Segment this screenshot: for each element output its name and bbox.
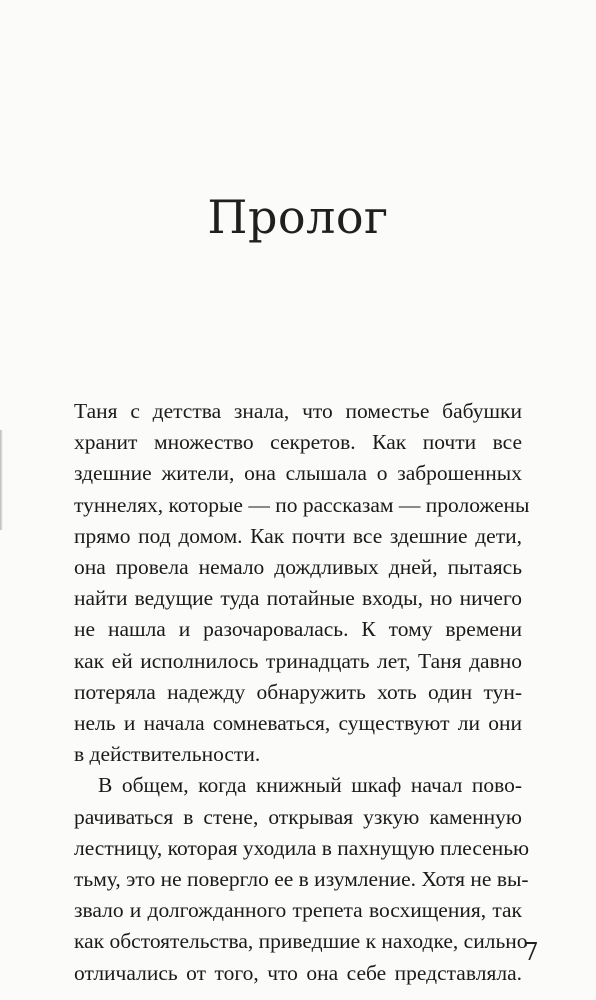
text-line: не нашла и разочаровалась. К тому времени [74,617,522,642]
text-line: нель и начала сомневаться, существуют ли они [74,711,522,736]
body-text [74,396,530,989]
text-line: рачиваться в стене, открывая узкую каменную [74,804,522,829]
chapter-title: Пролог [207,190,389,244]
text-line: В общем, когда книжный шкаф начал пово- [98,773,522,798]
text-line: отличались от того, что она себе представляла. [74,960,522,985]
text-line: как обстоятельства, приведшие к находке, сильно [74,929,528,954]
text-line: тьму, это не повергло ее в изумление. Хотя не вы- [74,867,529,892]
text-line: лестницу, которая уходила в пахнущую плесенью [74,835,530,860]
text-line: хранит множество секретов. Как почти все [74,430,522,455]
text-line: звало и долгожданного трепета восхищения, так [74,898,522,923]
binding-shadow [0,430,3,530]
text-line: как ей исполнилось тринадцать лет, Таня давно [74,648,522,673]
text-line: здешние жители, она слышала о заброшенных [74,461,522,486]
text-line: в действительности. [74,742,261,767]
text-line: Таня с детства знала, что поместье бабушки [74,399,522,423]
text-line: она провела немало дождливых дней, пытаясь [74,555,522,580]
text-line: найти ведущие туда потайные входы, но ничего [74,586,522,611]
text-line: прямо под домом. Как почти все здешние дети, [74,523,522,548]
page-number: 7 [523,938,539,966]
text-line: туннелях, которые — по рассказам — проложены [74,492,530,517]
text-line: потеряла надежду обнаружить хоть один тун- [74,679,522,704]
